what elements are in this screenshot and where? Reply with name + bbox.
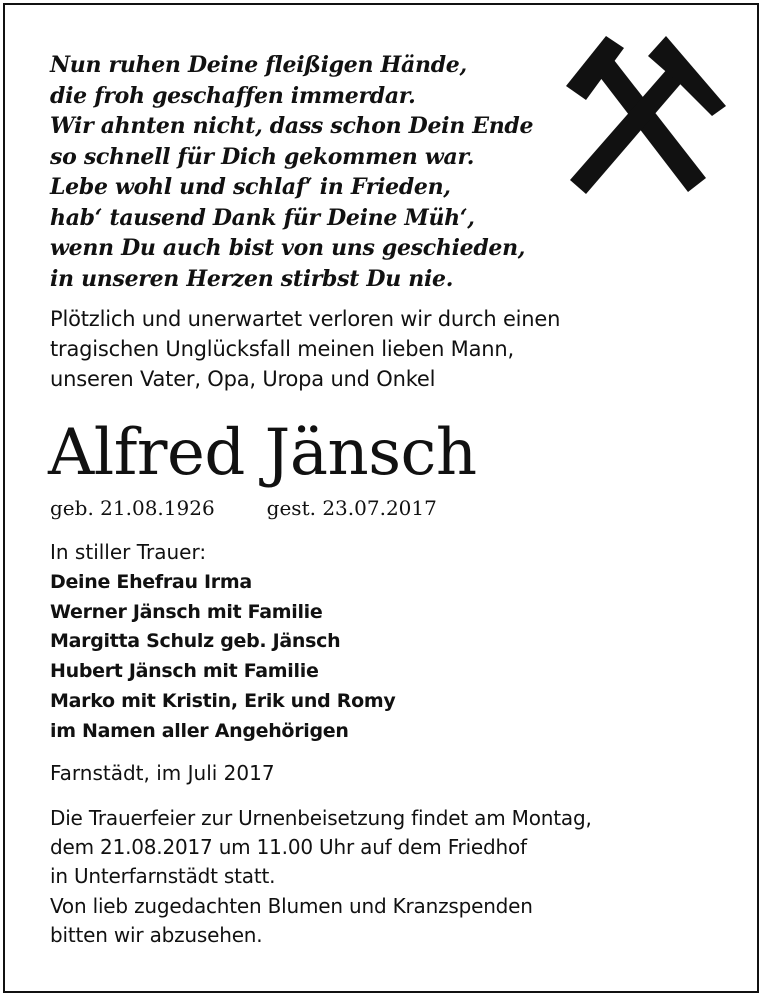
- poem-line: in unseren Herzen stirbst Du nie.: [50, 265, 454, 292]
- service-line: in Unterfarnstädt statt.: [50, 864, 276, 889]
- deceased-name: Alfred Jänsch: [48, 416, 477, 490]
- mourner-name: Deine Ehefrau Irma: [50, 570, 252, 593]
- memorial-poem: [50, 50, 550, 294]
- mourner-name: Werner Jänsch mit Familie: [50, 600, 323, 623]
- poem-line: so schnell für Dich gekommen war.: [50, 143, 475, 170]
- poem-line: wenn Du auch bist von uns geschieden,: [50, 235, 526, 261]
- service-info: [50, 804, 592, 950]
- death-date: gest. 23.07.2017: [266, 496, 437, 520]
- service-line: dem 21.08.2017 um 11.00 Uhr auf dem Friedhof: [50, 835, 527, 860]
- mourners-list: [50, 538, 395, 747]
- mourner-name: Margitta Schulz geb. Jänsch: [50, 630, 341, 653]
- intro-text: [50, 304, 560, 394]
- poem-line: Lebe wohl und schlaf‘ in Frieden,: [50, 174, 451, 200]
- mourner-name: Marko mit Kristin, Erik und Romy: [50, 689, 396, 712]
- birth-date: geb. 21.08.1926: [50, 496, 215, 520]
- poem-line: die froh geschaffen immerdar.: [50, 82, 416, 109]
- mourners-label: In stiller Trauer:: [50, 540, 207, 564]
- mourner-name: im Namen aller Angehörigen: [50, 719, 349, 742]
- intro-line: tragischen Unglücksfall meinen lieben Mann,: [50, 337, 514, 361]
- service-line: bitten wir abzusehen.: [50, 922, 263, 947]
- life-dates: [50, 494, 437, 522]
- place-date: Farnstädt, im Juli 2017: [50, 761, 275, 785]
- crossed-hammers-icon: [556, 32, 726, 202]
- intro-line: Plötzlich und unerwartet verloren wir durch einen: [50, 307, 561, 331]
- service-line: Von lieb zugedachten Blumen und Kranzspenden: [50, 893, 533, 918]
- poem-line: hab‘ tausend Dank für Deine Müh‘,: [50, 204, 475, 231]
- intro-line: unseren Vater, Opa, Uropa und Onkel: [50, 367, 436, 391]
- poem-line: Wir ahnten nicht, dass schon Dein Ende: [50, 113, 534, 139]
- poem-line: Nun ruhen Deine fleißigen Hände,: [50, 52, 467, 78]
- mourner-name: Hubert Jänsch mit Familie: [50, 660, 319, 683]
- service-line: Die Trauerfeier zur Urnenbeisetzung findet am Montag,: [50, 806, 592, 830]
